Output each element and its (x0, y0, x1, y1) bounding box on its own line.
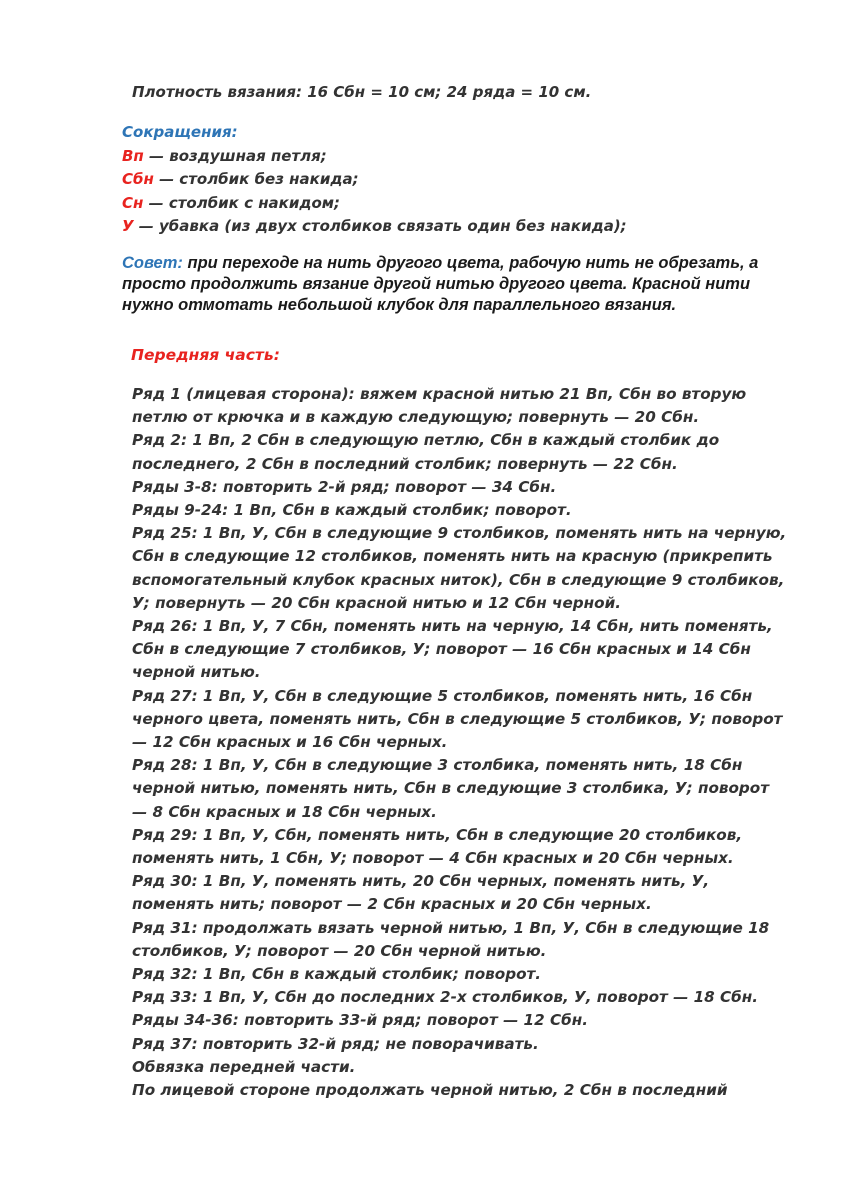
instruction-line: Ряд 33: 1 Вп, У, Сбн до последних 2-х столбиков, У, поворот — 18 Сбн. (132, 988, 759, 1007)
instruction-line: — 8 Сбн красных и 18 Сбн черных. (132, 802, 437, 821)
instruction-line: черной нитью. (132, 663, 261, 682)
instruction-line: Ряд 28: 1 Вп, У, Сбн в следующие 3 столбика, поменять нить, 18 Сбн (132, 756, 743, 775)
instruction-line: Ряд 31: продолжать вязать черной нитью, 1 Вп, У, Сбн в следующие 18 (132, 918, 770, 937)
abbreviation-key: Сбн (122, 170, 154, 188)
abbreviation-key: Вп (122, 146, 144, 165)
abbreviation-text: — столбик с накидом; (143, 193, 341, 212)
abbreviation-key: Сн (122, 193, 144, 212)
abbreviation-key: У (122, 217, 134, 235)
abbreviation-item (122, 168, 627, 192)
abbreviation-item (122, 145, 627, 169)
abbreviations-title: Сокращения: (122, 123, 238, 141)
instruction-line: поменять нить, 1 Сбн, У; поворот — 4 Сбн красных и 20 Сбн черных. (132, 849, 734, 868)
instruction-line: вспомогательный клубок красных ниток), Сбн в следующие 9 столбиков, (132, 570, 785, 589)
instruction-line: Ряд 26: 1 Вп, У, 7 Сбн, поменять нить на черную, 14 Сбн, нить поменять, (132, 617, 773, 636)
abbreviation-text: — столбик без накида; (153, 170, 359, 188)
abbreviation-item (122, 215, 627, 239)
instruction-line: Ряд 32: 1 Вп, Сбн в каждый столбик; поворот. (132, 965, 542, 984)
advice-paragraph (122, 253, 802, 316)
instruction-line: Ряды 34-36: повторить 33-й ряд; поворот — 12 Сбн. (132, 1011, 588, 1030)
instruction-line: Ряд 1 (лицевая сторона): вяжем красной нитью 21 Вп, Сбн во вторую (132, 385, 747, 403)
instruction-line: Ряд 37: повторить 32-й ряд; не поворачивать. (132, 1034, 539, 1053)
instruction-line: черного цвета, поменять нить, Сбн в следующие 5 столбиков, У; поворот (132, 709, 783, 728)
abbreviations-block (122, 121, 627, 239)
instruction-line: Ряд 29: 1 Вп, У, Сбн, поменять нить, Сбн в следующие 20 столбиков, (132, 825, 743, 844)
abbreviation-item (122, 192, 627, 216)
advice-text: при переходе на нить другого цвета, рабочую нить не обрезать, а просто продолжить вязание другой нитью другого цвета. Красной нити нужно отмотать небольшой клубок для параллельного вязания. (122, 254, 759, 314)
instructions-rows (132, 383, 822, 1102)
instruction-line: Ряд 2: 1 Вп, 2 Сбн в следующую петлю, Сбн в каждый столбик до (132, 431, 720, 450)
instruction-line: Ряд 30: 1 Вп, У, поменять нить, 20 Сбн черных, поменять нить, У, (132, 872, 710, 891)
abbreviation-text: — воздушная петля; (143, 146, 327, 165)
instruction-line: У; повернуть — 20 Сбн красной нитью и 12 Сбн черной. (132, 593, 621, 612)
gauge-density-line: Плотность вязания: 16 Сбн = 10 см; 24 ряда = 10 см. (132, 83, 592, 101)
instruction-line: петлю от крючка и в каждую следующую; повернуть — 20 Сбн. (132, 408, 700, 427)
instruction-line: Ряды 3-8: повторить 2-й ряд; поворот — 34 Сбн. (132, 477, 557, 496)
section-title: Передняя часть: (131, 346, 280, 364)
abbreviation-text: — убавка (из двух столбиков связать один без накида); (133, 217, 627, 235)
instruction-line: черной нитью, поменять нить, Сбн в следующие 3 столбика, У; поворот (132, 779, 770, 798)
instruction-line: Сбн в следующие 12 столбиков, поменять нить на красную (прикрепить (132, 547, 773, 566)
instruction-line: — 12 Сбн красных и 16 Сбн черных. (132, 733, 448, 752)
advice-label: Совет: (122, 254, 183, 272)
instruction-line: последнего, 2 Сбн в последний столбик; повернуть — 22 Сбн. (132, 454, 678, 473)
instruction-line: Ряд 27: 1 Вп, У, Сбн в следующие 5 столбиков, поменять нить, 16 Сбн (132, 686, 753, 705)
instruction-line: столбиков, У; поворот — 20 Сбн черной нитью. (132, 941, 547, 960)
instruction-line: Ряд 25: 1 Вп, У, Сбн в следующие 9 столбиков, поменять нить на черную, (132, 524, 787, 543)
instruction-line: Обвязка передней части. (132, 1057, 356, 1076)
instruction-line: Ряды 9-24: 1 Вп, Сбн в каждый столбик; поворот. (132, 501, 572, 520)
instruction-line: По лицевой стороне продолжать черной нитью, 2 Сбн в последний (132, 1081, 728, 1100)
instruction-line: поменять нить; поворот — 2 Сбн красных и 20 Сбн черных. (132, 895, 652, 914)
instruction-line: Сбн в следующие 7 столбиков, У; поворот — 16 Сбн красных и 14 Сбн (132, 640, 751, 659)
